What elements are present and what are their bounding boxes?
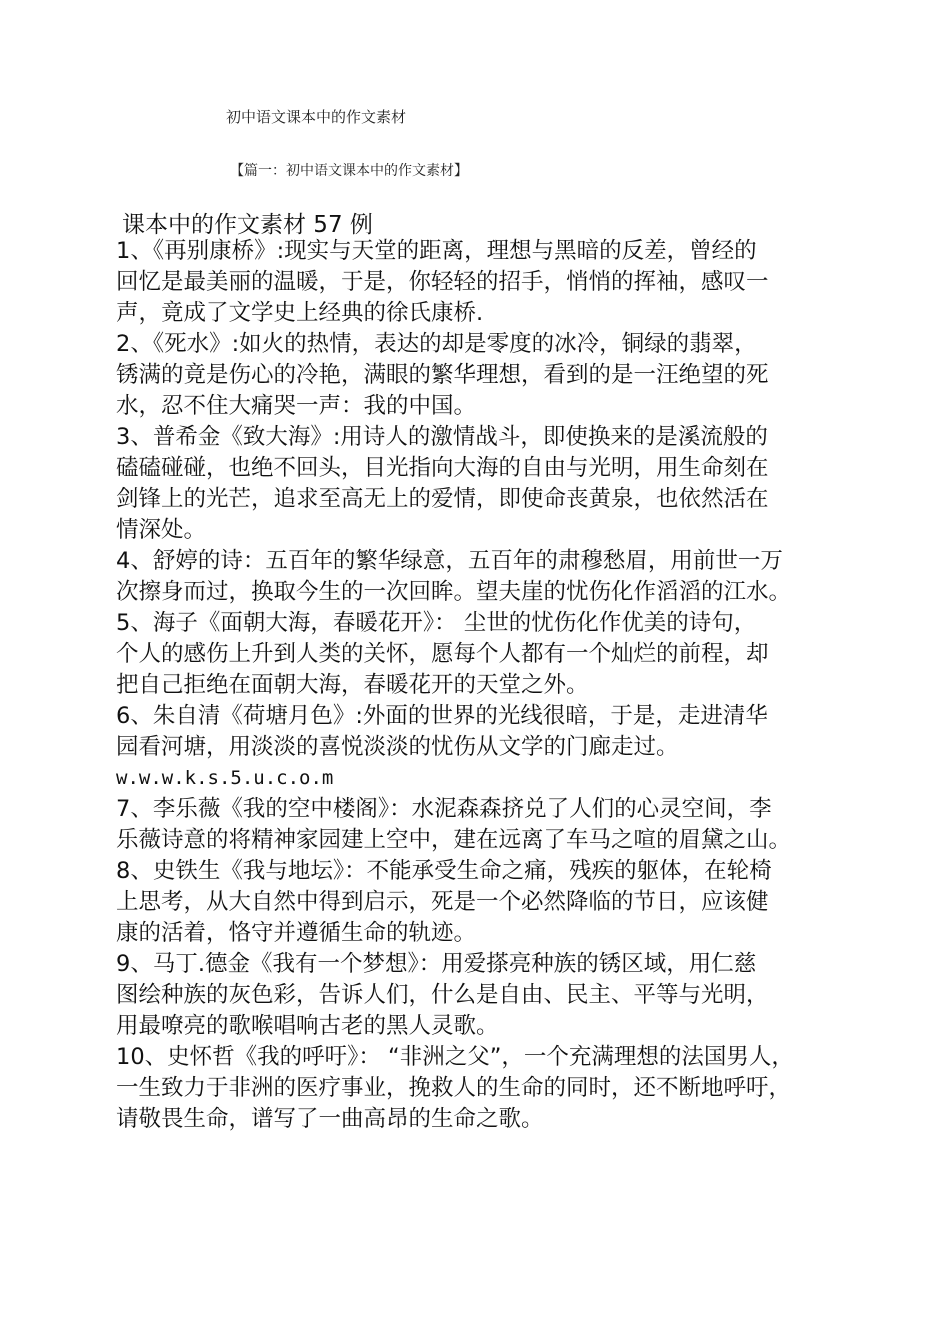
text-line: 用最嘹亮的歌喉唱响古老的黑人灵歌。 bbox=[116, 1013, 499, 1039]
watermark-url: w.w.w.k.s.5.u.c.o.m bbox=[116, 767, 334, 789]
text-line: 回忆是最美丽的温暖，于是，你轻轻的招手，悄悄的挥袖，感叹一 bbox=[116, 269, 769, 295]
text-line: 锈满的竟是伤心的冷艳，满眼的繁华理想，看到的是一汪绝望的死 bbox=[116, 362, 769, 388]
text-line: 情深处。 bbox=[116, 517, 207, 543]
text-line: 把自己拒绝在面朝大海，春暖花开的天堂之外。 bbox=[116, 672, 589, 698]
text-line: 2、《死水》:如火的热情，表达的却是零度的冰冷，铜绿的翡翠， bbox=[116, 331, 757, 357]
text-line: 上思考，从大自然中得到启示，死是一个必然降临的节日，应该健 bbox=[116, 889, 769, 915]
text-line: 图绘种族的灰色彩，告诉人们，什么是自由、民主、平等与光明， bbox=[116, 982, 769, 1008]
text-line: 声，竟成了文学史上经典的徐氏康桥. bbox=[116, 300, 484, 326]
document-header: 初中语文课本中的作文素材 bbox=[226, 108, 407, 126]
text-line: 康的活着，恪守并遵循生命的轨迹。 bbox=[116, 920, 477, 946]
text-line: 6、朱自清《荷塘月色》:外面的世界的光线很暗，于是，走进清华 bbox=[116, 703, 768, 729]
text-line: 9、马丁.德金《我有一个梦想》：用爱搽亮种族的锈区域，用仁慈 bbox=[116, 951, 757, 977]
section-label: 【篇一：初中语文课本中的作文素材】 bbox=[230, 163, 468, 179]
text-line: 3、普希金《致大海》:用诗人的激情战斗，即使换来的是溪流般的 bbox=[116, 424, 768, 450]
text-line: 水，忍不住大痛哭一声：我的中国。 bbox=[116, 393, 477, 419]
text-line: 1、《再别康桥》:现实与天堂的距离，理想与黑暗的反差，曾经的 bbox=[116, 238, 757, 264]
text-line: 次擦身而过，换取今生的一次回眸。望夫崖的忧伤化作滔滔的江水。 bbox=[116, 579, 792, 605]
text-line: 剑锋上的光芒，追求至高无上的爱情，即使命丧黄泉，也依然活在 bbox=[116, 486, 769, 512]
text-line: 5、海子《面朝大海，春暖花开》： 尘世的忧伤化作优美的诗句， bbox=[116, 610, 757, 636]
text-line: 7、李乐薇《我的空中楼阁》：水泥森森挤兑了人们的心灵空间，李 bbox=[116, 796, 772, 822]
text-line: 8、史铁生《我与地坛》：不能承受生命之痛，残疾的躯体，在轮椅 bbox=[116, 858, 772, 884]
text-line: 4、舒婷的诗：五百年的繁华绿意，五百年的肃穆愁眉，用前世一万 bbox=[116, 548, 783, 574]
text-line: 个人的感伤上升到人类的关怀，愿每个人都有一个灿烂的前程，却 bbox=[116, 641, 769, 667]
text-line: 一生致力于非洲的医疗事业，挽救人的生命的同时，还不断地呼吁， bbox=[116, 1075, 792, 1101]
text-line: 乐薇诗意的将精神家园建上空中，建在远离了车马之喧的眉黛之山。 bbox=[116, 827, 792, 853]
document-body bbox=[116, 236, 856, 1135]
text-line: 10、史怀哲《我的呼吁》： “非洲之父”，一个充满理想的法国男人， bbox=[116, 1044, 794, 1070]
page-title: 课本中的作文素材 57 例 bbox=[122, 212, 373, 238]
text-line: 园看河塘，用淡淡的喜悦淡淡的忧伤从文学的门廊走过。 bbox=[116, 734, 679, 760]
text-line: 请敬畏生命，谱写了一曲高昂的生命之歌。 bbox=[116, 1106, 544, 1132]
text-line: 磕磕碰碰，也绝不回头，目光指向大海的自由与光明，用生命刻在 bbox=[116, 455, 769, 481]
